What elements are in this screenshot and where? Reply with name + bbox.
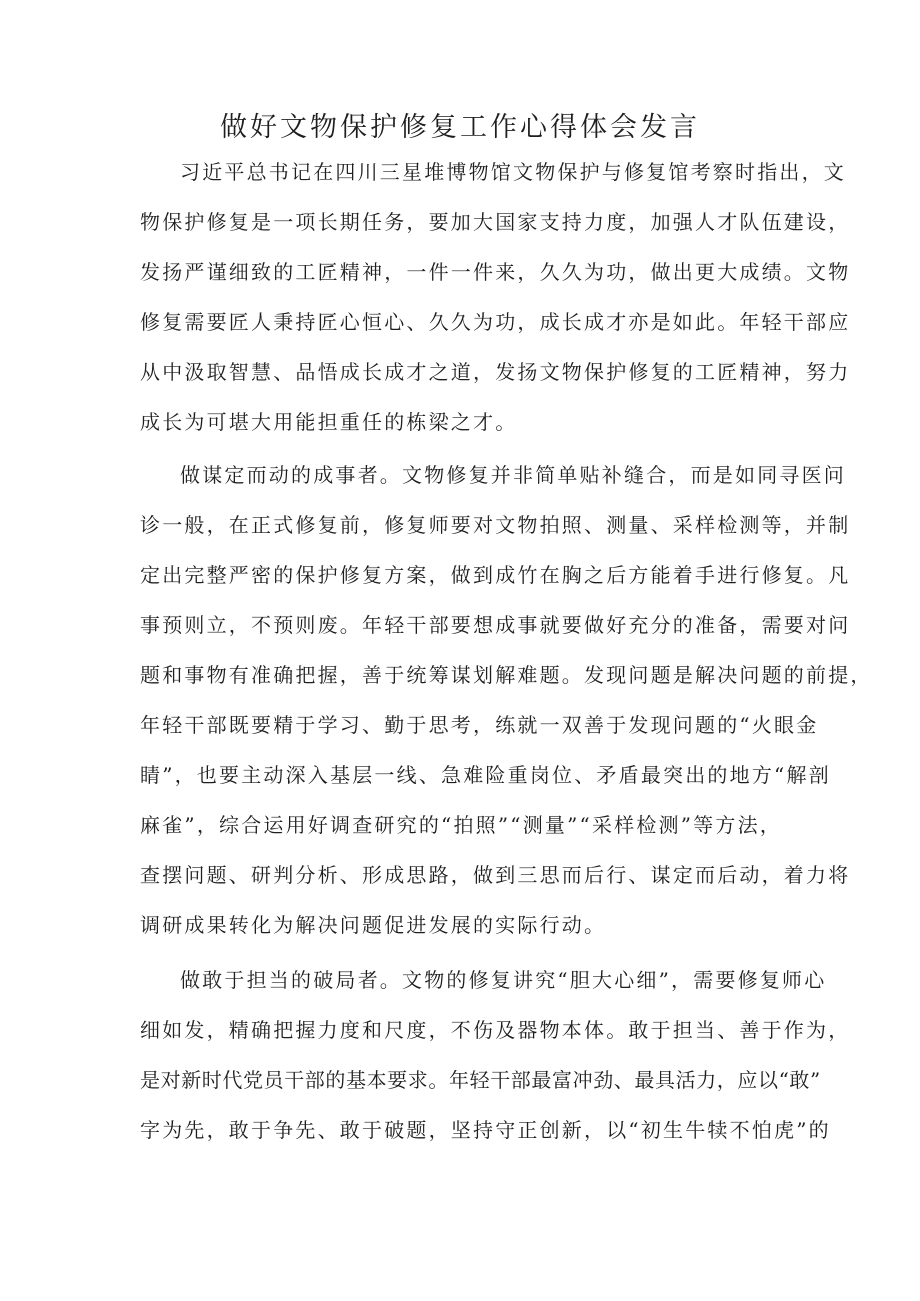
paragraph-line: 诊一般，在正式修复前，修复师要对文物拍照、测量、采样检测等，并制 xyxy=(140,513,851,537)
paragraph-line: 查摆问题、研判分析、形成思路，做到三思而后行、谋定而后动，着力将 xyxy=(140,863,851,887)
paragraph-courage xyxy=(140,955,851,1155)
document-title: 做好文物保护修复工作心得体会发言 xyxy=(220,112,700,143)
paragraph-planning xyxy=(140,450,873,950)
paragraph-line: 细如发，精确把握力度和尺度，不伤及器物本体。敢于担当、善于作为， xyxy=(140,1018,851,1042)
paragraph-line: 从中汲取智慧、品悟成长成才之道，发扬文物保护修复的工匠精神，努力 xyxy=(140,360,851,384)
paragraph-line: 事预则立，不预则废。年轻干部要想成事就要做好充分的准备，需要对问 xyxy=(140,613,851,637)
paragraph-line: 字为先，敢于争先、敢于破题，坚持守正创新，以“初生牛犊不怕虎”的 xyxy=(140,1118,831,1142)
paragraph-intro xyxy=(140,147,851,447)
paragraph-line: 发扬严谨细致的工匠精神，一件一件来，久久为功，做出更大成绩。文物 xyxy=(140,260,851,284)
paragraph-line: 成长为可堪大用能担重任的栋梁之才。 xyxy=(140,410,518,434)
paragraph-line: 麻雀”，综合运用好调查研究的“拍照”“测量”“采样检测”等方法， xyxy=(140,813,782,837)
paragraph-line: 年轻干部既要精于学习、勤于思考，练就一双善于发现问题的“火眼金 xyxy=(140,713,819,737)
paragraph-line: 修复需要匠人秉持匠心恒心、久久为功，成长成才亦是如此。年轻干部应 xyxy=(140,310,851,334)
paragraph-line: 做谋定而动的成事者。文物修复并非简单贴补缝合，而是如同寻医问 xyxy=(180,463,846,487)
paragraph-line: 做敢于担当的破局者。文物的修复讲究“胆大心细”，需要修复师心 xyxy=(180,968,827,992)
paragraph-line: 定出完整严密的保护修复方案，做到成竹在胸之后方能着手进行修复。凡 xyxy=(140,563,851,587)
paragraph-line: 睛”，也要主动深入基层一线、急难险重岗位、矛盾最突出的地方“解剖 xyxy=(140,763,831,787)
paragraph-line: 调研成果转化为解决问题促进发展的实际行动。 xyxy=(140,913,607,937)
paragraph-line: 是对新时代党员干部的基本要求。年轻干部最富冲劲、最具活力，应以“敢” xyxy=(140,1068,821,1092)
paragraph-line: 题和事物有准确把握，善于统筹谋划解难题。发现问题是解决问题的前提， xyxy=(140,663,873,687)
paragraph-line: 物保护修复是一项长期任务，要加大国家支持力度，加强人才队伍建设， xyxy=(140,210,851,234)
paragraph-line: 习近平总书记在四川三星堆博物馆文物保护与修复馆考察时指出，文 xyxy=(180,160,846,184)
